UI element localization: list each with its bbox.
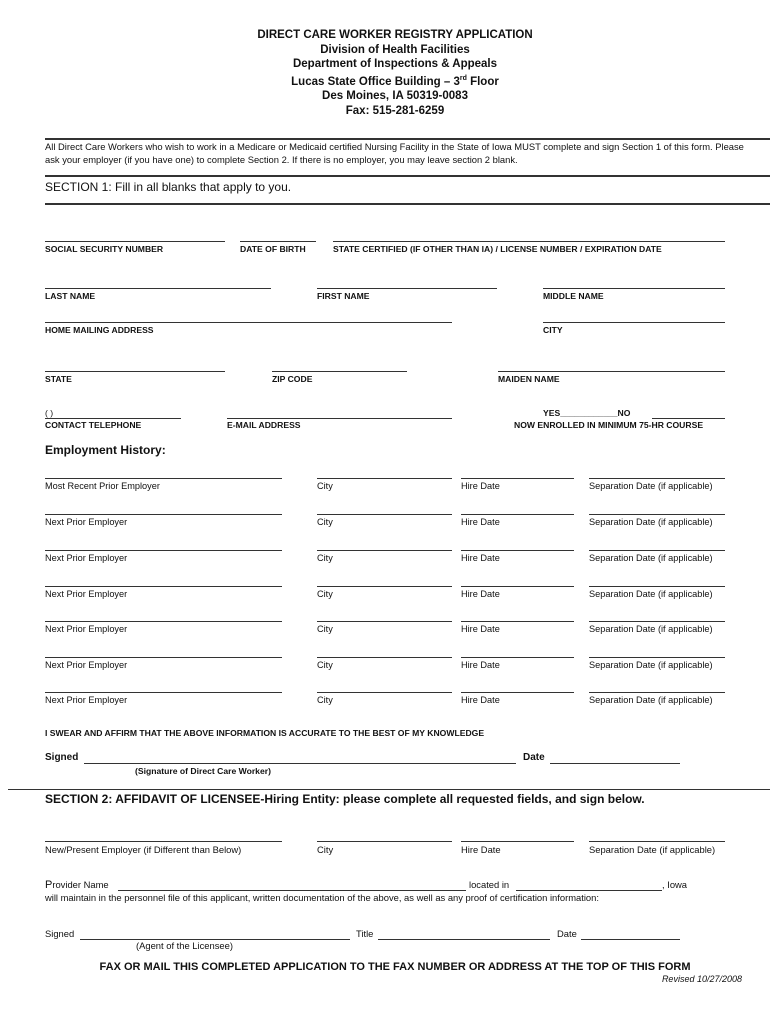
enrolled-label: NOW ENROLLED IN MINIMUM 75-HR COURSE [514, 420, 704, 430]
iowa-label: , Iowa [662, 879, 688, 890]
separation-date-line[interactable] [589, 586, 725, 587]
located-line[interactable] [516, 890, 662, 891]
city-field-line[interactable] [317, 478, 452, 479]
zip-line[interactable] [272, 371, 407, 372]
divider [45, 203, 770, 205]
hire-date-line[interactable] [461, 586, 574, 587]
middle-name-label: MIDDLE NAME [543, 291, 604, 301]
separation-date-label: Separation Date (if applicable) [589, 695, 713, 705]
section2-hire-line[interactable] [461, 841, 574, 842]
division-line: Division of Health Facilities [320, 43, 470, 56]
separation-date-label: Separation Date (if applicable) [589, 517, 713, 527]
city-field-line[interactable] [317, 657, 452, 658]
state-label: STATE [45, 374, 72, 384]
employer-line[interactable] [45, 692, 282, 693]
maiden-line[interactable] [498, 371, 725, 372]
separation-date-label: Separation Date (if applicable) [589, 589, 713, 599]
employer-label: Next Prior Employer [45, 695, 128, 705]
city-field-line[interactable] [317, 621, 452, 622]
separation-date-label: Separation Date (if applicable) [589, 660, 713, 670]
city-field-line[interactable] [317, 586, 452, 587]
city-label: City [317, 589, 333, 599]
employer-line[interactable] [45, 657, 282, 658]
section2-separation-line[interactable] [589, 841, 725, 842]
section2-heading: SECTION 2: AFFIDAVIT OF LICENSEE-Hiring Entity: please complete all requested fields, and sign below. [45, 792, 645, 806]
fax-line: Fax: 515-281-6259 [345, 104, 445, 117]
separation-date-label: Separation Date (if applicable) [589, 624, 713, 634]
divider [8, 789, 770, 790]
state-cert-label: STATE CERTIFIED (IF OTHER THAN IA) / LICENSE NUMBER / EXPIRATION DATE [333, 244, 662, 254]
title-label: Title [356, 928, 374, 939]
city-label: CITY [543, 325, 563, 335]
hire-date-label: Hire Date [461, 589, 500, 599]
separation-date-label: Separation Date (if applicable) [589, 481, 713, 491]
employer-line[interactable] [45, 586, 282, 587]
provider-name-label: Provider Name [45, 879, 109, 891]
address-line[interactable] [45, 322, 452, 323]
section2-city-label: City [317, 844, 334, 855]
hire-date-line[interactable] [461, 514, 574, 515]
city-field-line[interactable] [317, 550, 452, 551]
form-title: DIRECT CARE WORKER REGISTRY APPLICATION [257, 29, 533, 41]
section2-hire-label: Hire Date [461, 844, 501, 855]
signature-caption: (Signature of Direct Care Worker) [135, 766, 271, 776]
zip-label: ZIP CODE [272, 374, 313, 384]
hire-date-label: Hire Date [461, 660, 500, 670]
located-label: located in [469, 879, 510, 890]
hire-date-label: Hire Date [461, 553, 500, 563]
middle-name-line[interactable] [543, 288, 725, 289]
agent-date-label: Date [557, 928, 577, 939]
separation-date-line[interactable] [589, 514, 725, 515]
employer-label: Next Prior Employer [45, 660, 128, 670]
state-cert-line[interactable] [333, 241, 725, 242]
employer-line[interactable] [45, 621, 282, 622]
city-line-field[interactable] [543, 322, 725, 323]
affirm-statement: I SWEAR AND AFFIRM THAT THE ABOVE INFORMATION IS ACCURATE TO THE BEST OF MY KNOWLEDGE [45, 728, 485, 738]
hire-date-line[interactable] [461, 621, 574, 622]
phone-area-code: ( ) [45, 408, 54, 418]
date-label: Date [523, 752, 545, 763]
separation-date-line[interactable] [589, 478, 725, 479]
hire-date-label: Hire Date [461, 624, 500, 634]
worker-date-line[interactable] [550, 763, 680, 764]
maiden-label: MAIDEN NAME [498, 374, 560, 384]
new-employer-label: New/Present Employer (if Different than Below) [45, 844, 242, 855]
employer-label: Next Prior Employer [45, 624, 128, 634]
new-employer-line[interactable] [45, 841, 282, 842]
dob-line[interactable] [240, 241, 316, 242]
city-label: City [317, 695, 333, 705]
revised-date: Revised 10/27/2008 [661, 974, 742, 984]
employer-label: Next Prior Employer [45, 553, 128, 563]
signed-label: Signed [45, 752, 79, 763]
first-name-line[interactable] [317, 288, 497, 289]
city-label: City [317, 660, 333, 670]
email-line[interactable] [227, 418, 452, 419]
provider-name-line[interactable] [118, 890, 466, 891]
city-label: City [317, 624, 333, 634]
separation-date-line[interactable] [589, 550, 725, 551]
employer-line[interactable] [45, 478, 282, 479]
dob-label: DATE OF BIRTH [240, 244, 306, 254]
separation-date-label: Separation Date (if applicable) [589, 553, 713, 563]
agent-caption: (Agent of the Licensee) [136, 940, 233, 951]
separation-date-line[interactable] [589, 657, 725, 658]
hire-date-line[interactable] [461, 478, 574, 479]
employment-heading: Employment History: [45, 443, 166, 457]
city-field-line[interactable] [317, 514, 452, 515]
city-field-line[interactable] [317, 692, 452, 693]
worker-signature-line[interactable] [84, 763, 516, 764]
phone-line[interactable] [45, 418, 181, 419]
hire-date-label: Hire Date [461, 517, 500, 527]
yes-no-option[interactable]: YES____________NO [543, 408, 631, 418]
department-line: Department of Inspections & Appeals [292, 58, 498, 71]
ssn-label: SOCIAL SECURITY NUMBER [45, 244, 164, 254]
title-line[interactable] [378, 939, 550, 940]
email-label: E-MAIL ADDRESS [227, 420, 301, 430]
section1-heading: SECTION 1: Fill in all blanks that apply to you. [45, 180, 292, 194]
state-line[interactable] [45, 371, 225, 372]
ssn-line[interactable] [45, 241, 225, 242]
separation-date-line[interactable] [589, 692, 725, 693]
footer-instruction: FAX OR MAIL THIS COMPLETED APPLICATION TO THE FAX NUMBER OR ADDRESS AT THE TOP OF THIS FORM [99, 961, 691, 973]
agent-date-line[interactable] [581, 939, 680, 940]
first-name-label: FIRST NAME [317, 291, 370, 301]
form-header [0, 28, 770, 118]
separation-date-line[interactable] [589, 621, 725, 622]
phone-label: CONTACT TELEPHONE [45, 420, 142, 430]
building-line: Lucas State Office Building – 3rd Floor [291, 74, 499, 88]
divider [45, 175, 770, 177]
employer-line[interactable] [45, 514, 282, 515]
employer-line[interactable] [45, 550, 282, 551]
agent-signed-label: Signed [45, 928, 75, 939]
city-label: City [317, 517, 333, 527]
section2-city-line[interactable] [317, 841, 452, 842]
maintain-text: will maintain in the personnel file of this applicant, written documentation of the above, as well as any proof of certification information: [45, 892, 599, 903]
hire-date-label: Hire Date [461, 695, 500, 705]
city-line: Des Moines, IA 50319-0083 [322, 90, 468, 103]
last-name-line[interactable] [45, 288, 271, 289]
city-label: City [317, 481, 333, 491]
hire-date-label: Hire Date [461, 481, 500, 491]
employer-label: Most Recent Prior Employer [45, 481, 160, 491]
address-label: HOME MAILING ADDRESS [45, 325, 154, 335]
city-label: City [317, 553, 333, 563]
hire-date-line[interactable] [461, 657, 574, 658]
divider [45, 138, 770, 140]
employer-label: Next Prior Employer [45, 589, 128, 599]
no-line[interactable] [652, 418, 725, 419]
last-name-label: LAST NAME [45, 291, 96, 301]
section2-separation-label: Separation Date (if applicable) [589, 844, 716, 855]
hire-date-line[interactable] [461, 550, 574, 551]
employer-label: Next Prior Employer [45, 517, 128, 527]
intro-text: All Direct Care Workers who wish to work in a Medicare or Medicaid certified Nursing Facility in the State of Iowa MUST complete and sign Section 1 of this form. Please ask your employer (if you have one) to complete Section 2. If there is no employer, you may leave section 2 blank. [45, 141, 744, 165]
hire-date-line[interactable] [461, 692, 574, 693]
